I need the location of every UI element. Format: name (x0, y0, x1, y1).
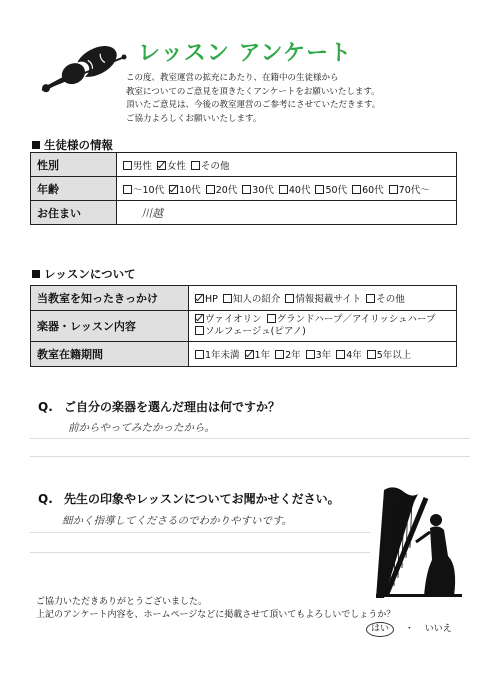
trigger-label: 当教室を知ったきっかけ (31, 286, 189, 311)
question-mark-label: Q. (38, 492, 53, 506)
consent-choices (366, 622, 452, 637)
checkbox-label: 30代 (252, 184, 274, 196)
checkbox-label: 1年 (254, 350, 271, 361)
checkbox-option[interactable] (206, 182, 238, 196)
violin-illustration (36, 38, 132, 98)
section-heading-student: 生徒様の情報 (32, 137, 113, 153)
checkbox-icon[interactable] (195, 350, 204, 359)
checkbox-icon[interactable] (389, 185, 398, 194)
checkbox-option[interactable] (306, 347, 332, 361)
checkbox-label: グランドハープ／アイリッシュハープ (276, 314, 436, 325)
checked-box-icon[interactable] (245, 350, 254, 359)
student-info-table (30, 152, 457, 225)
checkbox-option[interactable] (285, 291, 361, 305)
intro-line: ご協力よろしくお願いいたします。 (126, 113, 262, 124)
checkbox-option[interactable] (245, 347, 271, 361)
checkbox-option[interactable] (267, 314, 436, 326)
question-2-text: 先生の印象やレッスンについてお聞かせください。 (64, 492, 340, 506)
checkbox-icon[interactable] (275, 350, 284, 359)
checkbox-option[interactable] (366, 291, 405, 305)
checkbox-label: その他 (201, 160, 230, 172)
address-label: お住まい (31, 201, 117, 225)
checkbox-option[interactable] (389, 182, 430, 196)
checkbox-option[interactable] (315, 182, 347, 196)
checkbox-option[interactable] (352, 182, 384, 196)
checkbox-option[interactable] (123, 158, 152, 172)
checkbox-label: 4年 (346, 350, 362, 361)
question-mark-label: Q. (38, 400, 53, 414)
checkbox-option[interactable] (336, 347, 362, 361)
checkbox-icon[interactable] (315, 185, 324, 194)
checked-box-icon[interactable] (169, 185, 178, 194)
intro-text (126, 72, 486, 126)
checkbox-label: 女性 (167, 160, 187, 172)
section-heading-lesson: レッスンについて (32, 266, 136, 282)
checkbox-label: 10代 (179, 184, 201, 196)
question-1-text: ご自分の楽器を選んだ理由は何ですか？ (64, 400, 281, 414)
footer-consent-question: 上記のアンケート内容を、ホームページなどに掲載させて頂いてもよろしいでしょうか？ (36, 610, 396, 620)
consent-yes-option[interactable]: はい (366, 622, 394, 637)
checkbox-icon[interactable] (123, 161, 132, 170)
intro-line: 教室についてのご意見を頂きたくアンケートをお願いいたします。 (126, 86, 380, 97)
age-label: 年齢 (31, 177, 117, 201)
question-1 (38, 398, 280, 415)
checkbox-icon[interactable] (195, 326, 204, 335)
trigger-options (189, 286, 457, 311)
checkbox-option[interactable] (195, 347, 240, 361)
checkbox-option[interactable] (279, 182, 311, 196)
checkbox-option[interactable] (157, 158, 186, 172)
checkbox-label: 60代 (362, 184, 384, 196)
square-bullet-icon (32, 141, 40, 149)
checkbox-icon[interactable] (123, 185, 132, 194)
checkbox-option[interactable] (242, 182, 274, 196)
checkbox-label: 70代～ (398, 184, 430, 196)
checked-box-icon[interactable] (157, 161, 166, 170)
checkbox-label: その他 (376, 294, 405, 305)
instrument-row (31, 311, 457, 342)
intro-line: この度、教室運営の拡充にあたり、在籍中の生徒様から (126, 73, 339, 83)
gender-label: 性別 (31, 153, 117, 177)
checkbox-label: 50代 (325, 184, 348, 196)
gender-row (31, 153, 457, 177)
checked-box-icon[interactable] (195, 294, 204, 303)
checkbox-label: 5年以上 (376, 350, 412, 361)
period-options (189, 342, 457, 367)
consent-no-option[interactable]: いいえ (424, 624, 452, 634)
checkbox-label: 40代 (288, 184, 311, 196)
checkbox-option[interactable] (275, 347, 301, 361)
address-row (31, 201, 457, 225)
checkbox-option[interactable] (223, 291, 281, 305)
trigger-row (31, 286, 457, 311)
checkbox-option[interactable] (191, 158, 230, 172)
instrument-options (189, 311, 457, 342)
checkbox-label: 知人の紹介 (232, 294, 281, 305)
checkbox-icon[interactable] (352, 185, 361, 194)
consent-separator: ・ (404, 624, 414, 634)
period-row (31, 342, 457, 367)
age-row (31, 177, 457, 201)
checkbox-label: 1年未満 (205, 350, 240, 361)
checkbox-icon[interactable] (366, 294, 375, 303)
checkbox-option[interactable] (123, 182, 164, 196)
checkbox-icon[interactable] (267, 314, 276, 323)
period-label: 教室在籍期間 (31, 342, 189, 367)
harpist-silhouette (370, 486, 466, 598)
checkbox-label: 2年 (285, 350, 301, 361)
checkbox-icon[interactable] (279, 185, 288, 194)
square-bullet-icon (32, 270, 40, 278)
checkbox-label: HP (205, 294, 218, 305)
checkbox-icon[interactable] (223, 294, 232, 303)
checkbox-icon[interactable] (206, 185, 215, 194)
checkbox-label: 男性 (133, 160, 153, 172)
checkbox-label: 情報掲載サイト (295, 294, 362, 305)
checkbox-label: ヴァイオリン (205, 314, 262, 325)
checkbox-icon[interactable] (367, 350, 376, 359)
question-2 (38, 490, 340, 507)
answer-1[interactable]: 前からやってみたかったから。 (68, 422, 215, 434)
instrument-label: 楽器・レッスン内容 (31, 311, 189, 342)
address-field[interactable] (117, 201, 457, 225)
checkbox-option[interactable] (195, 326, 306, 338)
address-value: 川越 (141, 206, 163, 220)
checkbox-label: 20代 (215, 184, 238, 196)
checkbox-icon[interactable] (306, 350, 315, 359)
checkbox-option[interactable] (367, 347, 412, 361)
answer-2[interactable]: 細かく指導してくださるのでわかりやすいです。 (62, 515, 293, 527)
checkbox-icon[interactable] (336, 350, 345, 359)
checkbox-label: ～10代 (133, 184, 165, 196)
checked-box-icon[interactable] (195, 314, 204, 323)
checkbox-label: 3年 (315, 350, 332, 361)
checkbox-icon[interactable] (242, 185, 251, 194)
checkbox-icon[interactable] (285, 294, 294, 303)
checkbox-label: ソルフェージュ(ピアノ) (205, 326, 306, 337)
footer-thanks: ご協力いただきありがとうございました。 (36, 597, 208, 607)
checkbox-option[interactable] (195, 314, 262, 326)
gender-options (117, 153, 457, 177)
page-title: レッスン アンケート (138, 41, 353, 66)
age-options (117, 177, 457, 201)
checkbox-option[interactable] (169, 182, 201, 196)
checkbox-icon[interactable] (191, 161, 200, 170)
checkbox-option[interactable] (195, 294, 218, 305)
lesson-info-table (30, 285, 457, 367)
intro-line: 頂いたご意見は、今後の教室運営のご参考にさせていただきます。 (126, 100, 381, 110)
